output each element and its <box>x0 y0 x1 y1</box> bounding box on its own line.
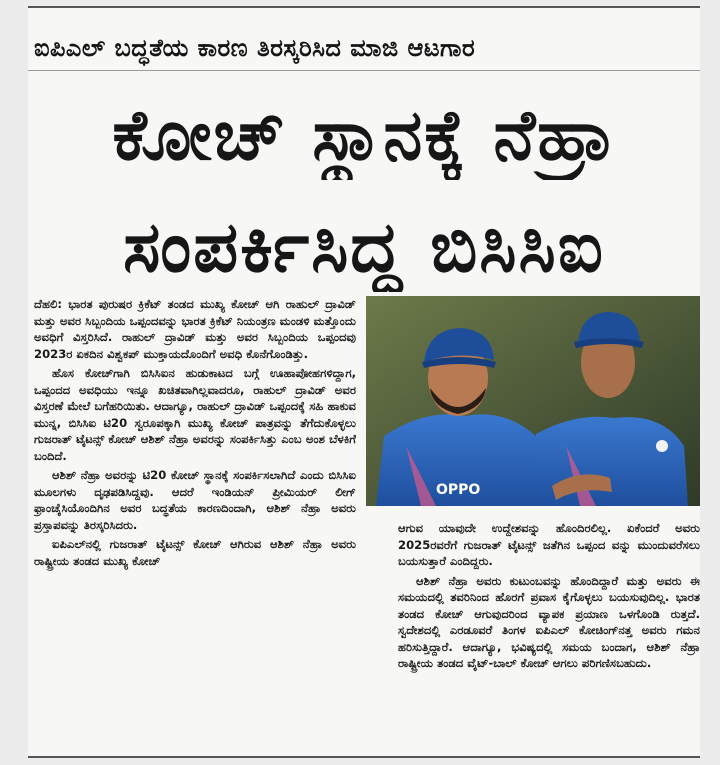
headline-line-1: ಕೋಚ್ ಸ್ಥಾನಕ್ಕೆ ನೆಹ್ರಾ <box>112 94 616 176</box>
article-paragraph-2: ಹೊಸ ಕೋಚ್‌ಗಾಗಿ ಬಿಸಿಸಿಐನ ಹುಡುಕಾಟದ ಬಗ್ಗೆ ಊಹಾಪೋಹಗಳಿದ್ದಾಗ, ಒಪ್ಪಂದದ ಅವಧಿಯು ಇನ್ನೂ ಖಚಿತವಾಗಿಲ್ಲವಾದರೂ, ರಾಹುಲ್ ದ್ರಾವಿಡ್ ಅವರ ವಿಸ್ತರಣೆ ಮೇಲೆ ಬಗೆಹರಿಯಿತು. ಆದಾಗ್ಯೂ, ರಾಹುಲ್ ದ್ರಾವಿಡ್ ಒಪ್ಪಂದಕ್ಕೆ ಸಹಿ ಹಾಕುವ ಮುನ್ನ, ಬಿಸಿಸಿಐ ಟಿ20 ಸ್ವರೂಪಕ್ಕಾಗಿ ಮುಖ್ಯ ಕೋಚ್ ಪಾತ್ರವನ್ನು ತೆಗೆದುಕೊಳ್ಳಲು ಗುಜರಾತ್ ಟೈಟನ್ಸ್ ಕೋಚ್ ಆಶಿಶ್ ನೆಹ್ರಾ ಅವರನ್ನು ಸಂಪರ್ಕಿಸಿತ್ತು ಎಂಬ ಅಂಶ ಬೆಳಕಿಗೆ ಬಂದಿದೆ. <box>34 366 356 463</box>
kicker-divider <box>28 70 700 71</box>
article-paragraph-3: ಆಶಿಶ್ ನೆಹ್ರಾ ಅವರನ್ನು ಟಿ20 ಕೋಚ್ ಸ್ಥಾನಕ್ಕೆ ಸಂಪರ್ಕಿಸಲಾಗಿದೆ ಎಂದು ಬಿಸಿಸಿಐ ಮೂಲಗಳು ದೃಢಪಡಿಸಿದ್ದವು. ಆದರೆ ಇಂಡಿಯನ್ ಪ್ರೀಮಿಯರ್ ಲೀಗ್ ಫ್ರಾಂಚೈಸಿಯೊಂದಿಗಿನ ಅವರ ಬದ್ಧತೆಯ ಕಾರಣದಿಂದಾಗಿ, ಆಶಿಶ್ ನೆಹ್ರಾ ಅವರು ಪ್ರಸ್ತಾಪವನ್ನು ತಿರಸ್ಕರಿಸಿದರು. <box>34 468 356 532</box>
right-player-jersey <box>526 417 688 506</box>
article-paragraph-4: ಐಪಿಎಲ್‌ನಲ್ಲಿ ಗುಜರಾತ್ ಟೈಟನ್ಸ್ ಕೋಚ್ ಆಗಿರುವ ಆಶಿಶ್ ನೆಹ್ರಾ ಅವರು ರಾಷ್ಟ್ರೀಯ ತಂಡದ ಮುಖ್ಯ ಕೋಚ್ <box>34 537 356 568</box>
bottom-rule <box>28 756 700 758</box>
headline-line-2: ಸಂಪರ್ಕಿಸಿದ್ದ ಬಿಸಿಸಿಐ <box>123 206 605 288</box>
article-paragraph-5: ಆಗುವ ಯಾವುದೇ ಉದ್ದೇಶವನ್ನು ಹೊಂದಿರಲಿಲ್ಲ. ಏಕೆಂದರೆ ಅವರು 2025ರವರೆಗೆ ಗುಜರಾತ್ ಟೈಟನ್ಸ್ ಜತೆಗಿನ ಒಪ್ಪಂದ ವನ್ನು ಮುಂದುವರೆಸಲು ಬಯಸುತ್ತಾರೆ ಎಂದಿದ್ದರು. <box>398 521 700 568</box>
article-paragraph-6: ಆಶಿಶ್ ನೆಹ್ರಾ ಅವರು ಕುಟುಂಬವನ್ನು ಹೊಂದಿದ್ದಾರೆ ಮತ್ತು ಅವರು ಈ ಸಮಯದಲ್ಲಿ ತವರಿನಿಂದ ಹೊರಗೆ ಪ್ರವಾಸ ಕೈಗೊಳ್ಳಲು ಬಯಸುವುದಿಲ್ಲ. ಭಾರತ ತಂಡದ ಕೋಚ್ ಆಗುವುದರಿಂದ ವ್ಯಾಪಕ ಪ್ರಯಾಣ ಒಳಗೊಂಡಿ ರುತ್ತದೆ. ಸ್ವದೇಶದಲ್ಲಿ ಎರಡೂವರೆ ತಿಂಗಳ ಐಪಿಎಲ್ ಕೋಚಿಂಗ್‌ನತ್ತ ಅವರು ಗಮನ ಹರಿಸುತ್ತಿದ್ದಾರೆ. ಆದಾಗ್ಯೂ, ಭವಿಷ್ಯದಲ್ಲಿ ಸಮಯ ಬಂದಾಗ, ಆಶಿಶ್ ನೆಹ್ರಾ ರಾಷ್ಟ್ರೀಯ ತಂಡದ ವೈಟ್-ಬಾಲ್ ಕೋಚ್ ಆಗಲು ಪರಿಗಣಿಸಬಹುದು. <box>398 573 700 670</box>
article-right-column <box>398 520 700 754</box>
paragraph-text: ಭಾರತ ಪುರುಷರ ಕ್ರಿಕೆಟ್ ತಂಡದ ಮುಖ್ಯ ಕೋಚ್ ಆಗಿ ರಾಹುಲ್ ದ್ರಾವಿಡ್ ಮತ್ತು ಅವರ ಸಿಬ್ಬಂದಿಯ ಒಪ್ಪಂದವನ್ನು ಭಾರತ ಕ್ರಿಕೆಟ್ ನಿಯಂತ್ರಣ ಮಂಡಳಿ ಮತ್ತೊಂದು ಅವಧಿಗೆ ವಿಸ್ತರಿಸಿದೆ. ರಾಹುಲ್ ದ್ರಾವಿಡ್ ಮತ್ತು ಅವರ ಸಿಬ್ಬಂದಿಯ ಒಪ್ಪಂದವು 2023ರ ಏಕದಿನ ವಿಶ್ವಕಪ್ ಮುಕ್ತಾಯದೊಂದಿಗೆ ಅವಧಿ ಕೊನೆಗೊಂಡಿತ್ತು. <box>34 297 356 361</box>
dateline: ದೆಹಲಿ: <box>34 297 63 311</box>
jersey-sponsor: OPPO <box>436 482 481 498</box>
photo-illustration <box>366 296 700 506</box>
article-photo <box>366 296 700 506</box>
newspaper-page <box>28 6 700 758</box>
kicker: ಐಪಿಎಲ್ ಬದ್ಧತೆಯ ಕಾರಣ ತಿರಸ್ಕರಿಸಿದ ಮಾಜಿ ಆಟಗಾರ <box>34 34 476 62</box>
article-paragraph-1 <box>34 296 356 362</box>
top-rule <box>28 6 700 8</box>
article-left-column <box>34 296 356 754</box>
